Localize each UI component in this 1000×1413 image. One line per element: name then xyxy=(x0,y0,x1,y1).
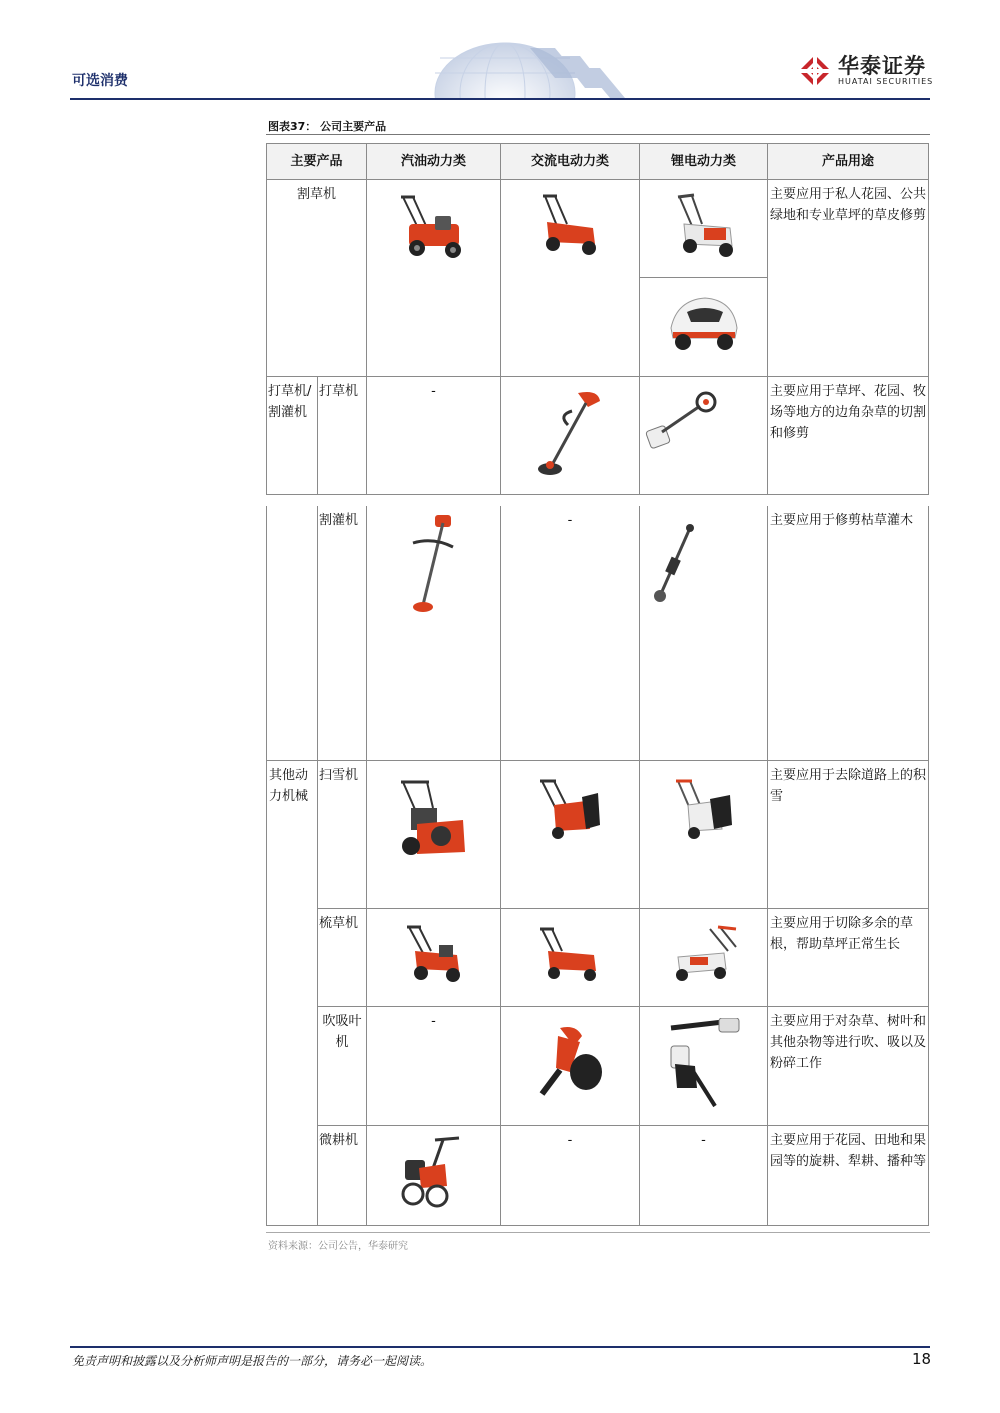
section-title: 可选消费 xyxy=(72,73,128,89)
col-header-product: 主要产品 xyxy=(266,143,367,180)
logo-name-en: HUATAI SECURITIES xyxy=(838,77,934,86)
header-divider xyxy=(70,98,930,100)
cordless-scarifier-icon xyxy=(670,925,742,985)
row-label-tiller: 微耕机 xyxy=(317,1125,367,1226)
cordless-leaf-blower-icon xyxy=(665,1018,745,1110)
company-logo xyxy=(798,54,933,88)
col-header-use: 产品用途 xyxy=(767,143,929,180)
cell-blower-petrol: - xyxy=(366,1006,501,1126)
figure-source: 资料来源：公司公告，华泰研究 xyxy=(268,1241,408,1252)
figure-title-divider xyxy=(266,134,930,135)
footer-divider xyxy=(70,1346,930,1348)
petrol-brush-cutter-icon xyxy=(405,513,465,613)
row-label-mower: 割草机 xyxy=(266,179,367,377)
figure-title: 图表37： 公司主要产品 xyxy=(268,120,387,133)
huatai-logo-icon xyxy=(798,54,832,88)
use-blower: 主要应用于对杂草、树叶和其他杂物等进行吹、吸以及粉碎工作 xyxy=(767,1006,929,1126)
cordless-string-trimmer-icon xyxy=(644,388,724,460)
robotic-mower-icon xyxy=(665,292,743,354)
cordless-snow-thrower-icon xyxy=(670,775,736,841)
petrol-scarifier-icon xyxy=(405,921,467,985)
row-label-blower: 吹吸叶机 xyxy=(317,1006,367,1126)
col-header-ac: 交流电动力类 xyxy=(500,143,640,180)
use-tiller: 主要应用于花园、田地和果园等的旋耕、犁耕、播种等 xyxy=(767,1125,929,1226)
logo-name-cn: 华泰证券 xyxy=(838,54,926,78)
col-header-lithium: 锂电动力类 xyxy=(639,143,768,180)
petrol-tiller-icon xyxy=(395,1134,467,1210)
cell-tiller-lithium: - xyxy=(639,1125,768,1226)
row-label-brushcutter: 割灌机 xyxy=(317,506,367,761)
use-scarifier: 主要应用于切除多余的草根，帮助草坪正常生长 xyxy=(767,908,929,1007)
electric-snow-thrower-icon xyxy=(538,775,604,841)
globe-banner-icon xyxy=(380,38,640,98)
petrol-lawn-mower-icon xyxy=(395,192,470,262)
source-divider xyxy=(266,1232,930,1233)
use-trimmer: 主要应用于草坪、花园、牧场等地方的边角杂草的切割和修剪 xyxy=(767,376,929,495)
row-label-trimmer: 打草机 xyxy=(317,376,367,495)
use-mower: 主要应用于私人花园、公共绿地和专业草坪的草皮修剪 xyxy=(767,179,929,377)
cell-trimmer-petrol: - xyxy=(366,376,501,495)
group-label-other: 其他动力机械 xyxy=(266,760,318,1226)
cell-brushcutter-ac: - xyxy=(500,506,640,761)
page-number: 18 xyxy=(912,1350,932,1368)
row-label-snow: 扫雪机 xyxy=(317,760,367,909)
electric-leaf-blower-icon xyxy=(530,1022,610,1100)
cell-tiller-ac: - xyxy=(500,1125,640,1226)
col-header-petrol: 汽油动力类 xyxy=(366,143,501,180)
electric-lawn-mower-icon xyxy=(535,192,605,258)
cordless-lawn-mower-icon xyxy=(672,190,742,260)
group-spacer xyxy=(266,506,318,761)
electric-string-trimmer-icon xyxy=(528,385,608,480)
group-label-trimmer: 打草机/割灌机 xyxy=(266,376,318,495)
electric-scarifier-icon xyxy=(538,925,602,983)
cordless-brush-cutter-icon xyxy=(648,522,698,604)
use-snow: 主要应用于去除道路上的积雪 xyxy=(767,760,929,909)
petrol-snow-thrower-icon xyxy=(397,778,469,858)
row-label-scarifier: 梳草机 xyxy=(317,908,367,1007)
footer-disclaimer: 免责声明和披露以及分析师声明是报告的一部分，请务必一起阅读。 xyxy=(72,1354,433,1368)
use-brushcutter: 主要应用于修剪枯草灌木 xyxy=(767,506,929,761)
